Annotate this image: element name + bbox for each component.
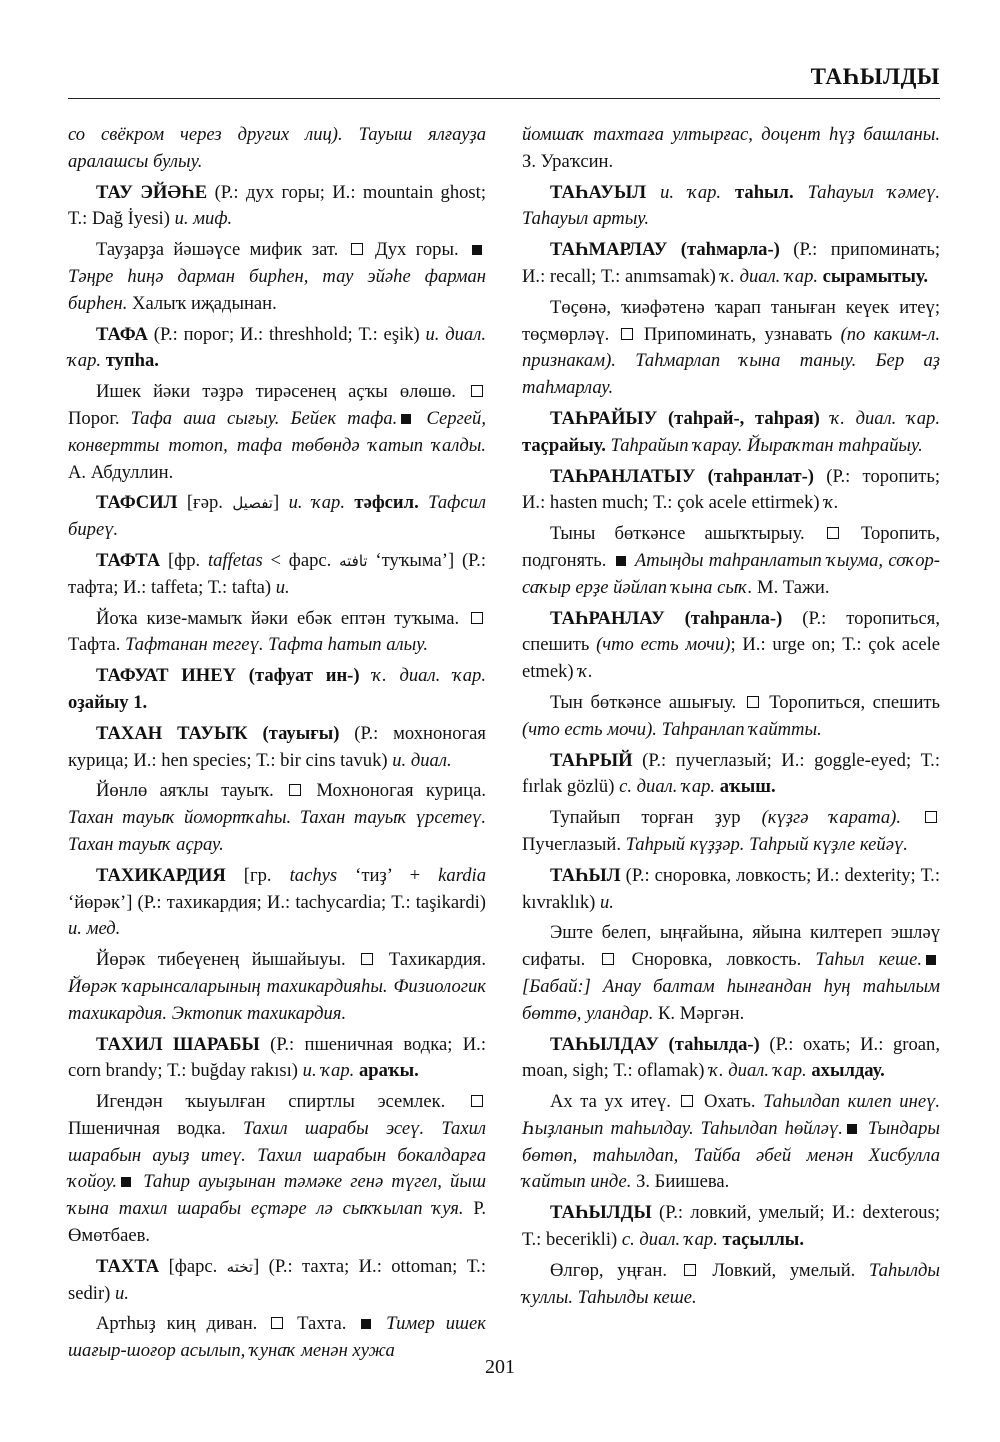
headword: ТАҺРАНЛАУ (таһранла-): [550, 607, 783, 629]
italic-text: и.: [275, 576, 290, 598]
italic-text: ҡ. диал. ҡар.: [720, 265, 819, 287]
body-text: Торопиться, спешить: [761, 691, 940, 713]
body-text: ‘йөрәк’] (Р.: тахикардия; И.: tachycardia; Т.: taşikardi): [68, 891, 486, 913]
body-text: Тафта.: [68, 634, 126, 656]
body-text: [901, 807, 922, 828]
body-text: Мохноногая курица.: [304, 780, 486, 802]
dictionary-paragraph: [68, 1254, 486, 1308]
body-text: Порог.: [68, 407, 131, 429]
body-text: ‘туҡыма’] (Р.: тафта; И.: taffeta; Т.: tafta): [68, 549, 486, 598]
dictionary-paragraph: [522, 1200, 940, 1254]
body-text: Дух горы.: [365, 239, 468, 261]
dictionary-paragraph: [522, 180, 940, 234]
body-text: (Р.: дух горы; И.: mountain ghost; Т.: Dağ İyesi): [68, 181, 486, 230]
headword: ТАҺЫЛ: [550, 864, 621, 886]
dictionary-paragraph: [68, 663, 486, 717]
italic-text: ҡ.: [578, 661, 593, 683]
headword: тупһа.: [101, 350, 159, 372]
dictionary-paragraph: [68, 1032, 486, 1086]
example-marker-icon: [401, 414, 411, 424]
translation-marker-icon: [747, 696, 759, 708]
body-text: Йөнлө аяҡлы тауыҡ.: [96, 780, 287, 802]
body-text: Эште белеп, ыңғайына, яйына килтереп эшләү сифаты.: [522, 922, 940, 971]
body-text: З. Биишева.: [631, 1171, 730, 1193]
italic-text: и.: [114, 1282, 129, 1304]
headword: ТАФУАТ ИНЕҮ (тафуат ин-): [96, 665, 360, 687]
body-text: [гр.: [225, 864, 290, 886]
body-text: Сноровка, ловкость.: [617, 949, 816, 971]
dictionary-paragraph: [68, 122, 486, 176]
running-header: [68, 62, 940, 99]
dictionary-paragraph: [68, 606, 486, 660]
dictionary-paragraph: [522, 1032, 940, 1086]
italic-text: Таһылдап килеп инеү. Һыҙланып таһылдау. Таһылдап һөйләү.: [522, 1091, 941, 1139]
dictionary-paragraph: [68, 721, 486, 775]
dictionary-paragraph: [522, 863, 940, 917]
headword: ТАҺРЫЙ: [550, 749, 633, 771]
body-text: Йоҡа кизе-мамыҡ йәки ебәк ептән туҡыма.: [96, 607, 468, 629]
body-text: Ишек йәки тәҙрә тирәсенең аҫҡы өлөшө.: [96, 381, 468, 403]
headword: ТАХТА: [96, 1255, 160, 1277]
dictionary-paragraph: [522, 521, 940, 601]
body-text: А. Абдуллин.: [68, 461, 174, 483]
translation-marker-icon: [925, 811, 937, 823]
body-text: (Р.: сноровка, ловкость; И.: dexterity; Т.: kıvraklık): [522, 864, 940, 913]
dictionary-paragraph: [68, 863, 486, 943]
italic-text: (по каким-л. признакам). Таһмарлап ҡына таныу. Бер аҙ таһмарлау.: [522, 323, 941, 399]
body-text: < фарс.: [262, 549, 340, 571]
body-text: Пучеглазый.: [522, 833, 626, 855]
italic-text: Тафа аша сығыу. Бейек тафа.: [130, 407, 398, 429]
italic-text: Таһрый күҙҙәр. Таһрый күҙле кейәү.: [625, 833, 908, 855]
translation-marker-icon: [471, 612, 483, 624]
headword: ТАҺЫЛДЫ: [550, 1202, 652, 1224]
translation-marker-icon: [681, 1095, 693, 1107]
dictionary-paragraph: [68, 180, 486, 234]
body-text: Тауҙарҙа йәшәүсе мифик зат.: [96, 239, 348, 261]
body-text: (Р.: охать; И.: groan, moan, sigh; Т.: oflamak): [522, 1033, 940, 1082]
italic-text: tachys: [289, 864, 338, 886]
dictionary-paragraph: [68, 548, 486, 602]
body-text: Ах та ух итеү.: [550, 1091, 679, 1113]
right-column: [522, 122, 940, 1315]
italic-text: Тахил шарабы эсеү. Тахил шарабын ауыҙ итеү. Тахил шарабын бокалдарға ҡойоу.: [68, 1117, 486, 1193]
headword: сырамытыу.: [818, 265, 929, 287]
headword: ТАХИЛ ШАРАБЫ: [96, 1033, 260, 1055]
translation-marker-icon: [471, 385, 483, 397]
body-text: Торопить, подгонять.: [522, 523, 940, 571]
dictionary-paragraph: [68, 1089, 486, 1250]
italic-text: Тимер ишек шағыр-шоғор асылып, ҡунаҡ менән хужа: [68, 1313, 486, 1362]
italic-text: ҡ. диал. ҡар.: [709, 1060, 807, 1082]
dictionary-paragraph: [522, 920, 940, 1027]
headword: таҫыллы.: [717, 1229, 804, 1251]
body-text: ] (Р.: тахта; И.: ottoman; Т.: sedir): [68, 1255, 486, 1304]
italic-text: и.: [599, 891, 614, 913]
body-text: [фарс.: [159, 1255, 227, 1277]
running-head-word: ТАҺЫЛДЫ: [810, 64, 940, 89]
translation-marker-icon: [602, 953, 614, 965]
example-marker-icon: [616, 556, 626, 566]
italic-text: Сергей, конвертты тотоп, тафа төбөндә ҡатып ҡалды.: [68, 407, 486, 456]
italic-text: Атыңды таһранлатып ҡыума, соҡор-саҡыр ерҙе йәйлап ҡына сыҡ.: [522, 549, 940, 598]
dictionary-paragraph: [522, 1258, 940, 1312]
dictionary-paragraph: [522, 606, 940, 686]
example-marker-icon: [361, 1319, 371, 1329]
italic-text: и. ҡар.: [646, 181, 722, 203]
dictionary-paragraph: [522, 748, 940, 802]
body-text: Артһыҙ киң диван.: [96, 1313, 269, 1335]
translation-marker-icon: [827, 527, 839, 539]
italic-text: и. ҡар.: [302, 1060, 355, 1082]
italic-text: Тындары бөтөп, таһылдап, Тайба әбей менән Хисбулла ҡайтып инде.: [522, 1117, 940, 1193]
body-text: Халыҡ иҗадынан.: [127, 292, 277, 314]
dictionary-paragraph: [522, 805, 940, 859]
body-text: З. Ураҡсин.: [522, 150, 614, 172]
headword: ТАФА: [96, 323, 148, 345]
italic-text: (күҙгә ҡарата).: [761, 807, 901, 829]
headword: аҡыш.: [715, 776, 776, 798]
body-text: (Р.: порог; И.: threshhold; Т.: eşik): [147, 323, 426, 345]
italic-text: Таһыл кеше.: [815, 949, 922, 971]
body-text: (Р.: торопиться, спешить: [522, 607, 940, 656]
body-text: (Р.: пучеглазый; И.: goggle-eyed; Т.: fırlak gözlü): [522, 749, 940, 798]
body-text: Ловкий, умелый.: [698, 1259, 870, 1281]
dictionary-paragraph: [522, 122, 940, 176]
dictionary-paragraph: [68, 778, 486, 858]
body-text: К. Мәргән.: [653, 1002, 745, 1024]
example-marker-icon: [847, 1124, 857, 1134]
headword: ТАФСИЛ: [96, 492, 178, 514]
italic-text: Таһауыл ҡәмеү. Таһауыл артыу.: [522, 181, 940, 230]
dictionary-paragraph: [522, 1089, 940, 1196]
headword: ТАҺМАРЛАУ (таһмарла-): [550, 239, 780, 261]
italic-text: с. диал. ҡар.: [619, 776, 716, 798]
body-text: Йөрәк тибеүенең йышайыуы.: [96, 949, 359, 971]
italic-text: Тахан тауыҡ йомортҡаһы. Тахан тауыҡ үрсетеү. Тахан тауыҡ аҫрау.: [68, 807, 486, 855]
italic-text: ҡ. диал. ҡар.: [359, 665, 487, 687]
headword: таһыл.: [721, 181, 794, 203]
translation-marker-icon: [684, 1264, 696, 1276]
italic-text: Тафтанан тегеү. Тафта һатып алыу.: [125, 634, 428, 656]
dictionary-paragraph: [68, 490, 486, 544]
italic-text: Таһрайып ҡарау. Йыраҡтан таһрайыу.: [605, 434, 923, 456]
italic-text: со свёкром через других лиц). Тауыш ялғауҙа аралашсы булыу.: [68, 124, 486, 172]
body-text: Өлгөр, уңған.: [550, 1259, 681, 1281]
headword: араҡы.: [354, 1060, 419, 1082]
italic-text: Таһир ауыҙынан тәмәке генә түгел, йыш ҡына тахил шарабы еҫтәре лә сыҡҡылап ҡуя.: [68, 1171, 486, 1220]
body-text: Пшеничная водка.: [68, 1117, 243, 1139]
headword: ТАҺАУЫЛ: [550, 181, 647, 203]
example-marker-icon: [472, 245, 482, 255]
italic-text: Тәңре һиңә дарман бирһен, тау эйәһе фарман бирһен.: [68, 265, 486, 314]
body-text: Тахта.: [286, 1313, 358, 1335]
translation-marker-icon: [351, 243, 363, 255]
italic-text: и. миф.: [174, 208, 233, 230]
italic-text: Тафсил биреү.: [68, 492, 486, 541]
body-text: Тахикардия.: [376, 949, 486, 971]
italic-text: и. диал. ҡар.: [68, 323, 486, 372]
dictionary-paragraph: [68, 322, 486, 376]
translation-marker-icon: [289, 784, 301, 796]
arabic-etymon: تخته: [226, 1257, 254, 1276]
italic-text: Йөрәк ҡарынсаларының тахикардияһы. Физиологик тахикардия. Эктопик тахикардия.: [68, 975, 486, 1024]
headword: ТАҺРАЙЫУ (таһрай-, таһрая): [550, 407, 820, 429]
headword: ТАУ ЭЙӘҺЕ: [96, 181, 208, 203]
body-text: (Р.: ловкий, умелый; И.: dexterous; Т.: becerikli): [522, 1202, 940, 1251]
body-text: Игендән ҡыуылған спиртлы эсемлек.: [96, 1091, 468, 1113]
body-text: Припоминать, узнавать: [635, 323, 841, 345]
headword: оҙайыу 1.: [68, 691, 148, 713]
italic-text: ҡ. диал. ҡар.: [819, 407, 941, 429]
headword: ТАҺЫЛДАУ (таһылда-): [550, 1033, 760, 1055]
headword: ТАХИКАРДИЯ: [96, 864, 226, 886]
body-text: ‘тиҙ’ +: [337, 864, 439, 886]
dictionary-paragraph: [522, 237, 940, 291]
italic-text: (что есть мочи): [596, 634, 731, 656]
body-text: ; И.: urge on; Т.: çok acele etmek): [522, 634, 940, 683]
italic-text: [Бабай:] Анау балтам һынғандан һуң таһылым бөттө, уландар.: [522, 975, 940, 1024]
headword: ТАҺРАНЛАТЫУ (таһранлат-): [550, 465, 814, 487]
dictionary-paragraph: [522, 295, 940, 402]
dictionary-paragraph: [522, 690, 940, 744]
body-text: ]: [272, 492, 289, 514]
dictionary-paragraph: [68, 379, 486, 486]
headword: ахылдау.: [806, 1060, 885, 1082]
italic-text: и. диал.: [392, 749, 452, 771]
example-marker-icon: [926, 955, 936, 965]
arabic-etymon: تفصيل: [232, 494, 273, 513]
italic-text: Таһылды ҡуллы. Таһылды кеше.: [522, 1259, 940, 1308]
body-text: М. Тажи.: [752, 576, 830, 598]
headword: ТАФТА: [96, 549, 161, 571]
translation-marker-icon: [621, 328, 633, 340]
italic-text: (что есть мочи). Таһранлап ҡайтты.: [522, 718, 822, 740]
example-marker-icon: [121, 1177, 131, 1187]
italic-text: kardia: [438, 864, 487, 886]
headword: ТАХАН ТАУЫҠ (тауығы): [96, 722, 340, 744]
body-text: (Р.: торопить; И.: hasten much; Т.: çok acele ettirmek): [522, 465, 941, 514]
italic-text: йомшаҡ тахтаға ултырғас, доцент һүҙ башланы.: [522, 124, 940, 145]
dictionary-paragraph: [522, 464, 940, 518]
dictionary-paragraph: [68, 237, 486, 317]
translation-marker-icon: [361, 953, 373, 965]
body-text: (Р.: пшеничная водка; И.: corn brandy; Т.: buğday rakısı): [68, 1033, 486, 1082]
body-text: [фр.: [160, 549, 208, 571]
page-number: 201: [485, 1356, 515, 1378]
dictionary-paragraph: [68, 947, 486, 1027]
body-text: (Р.: припоминать; И.: recall; Т.: anımsamak): [522, 239, 940, 287]
left-column: [68, 122, 486, 1369]
italic-text: с. диал. ҡар.: [621, 1229, 718, 1251]
body-text: [ғәр.: [177, 492, 233, 514]
body-text: Тыны бөткәнсе ашыҡтырыу.: [550, 523, 824, 545]
headword: тәфсил.: [345, 492, 419, 514]
body-text: Охать.: [696, 1091, 764, 1113]
italic-text: и. мед.: [68, 918, 121, 940]
translation-marker-icon: [271, 1317, 283, 1329]
translation-marker-icon: [471, 1095, 483, 1107]
italic-text: taffetas: [207, 549, 263, 571]
arabic-etymon: تافته: [339, 551, 368, 570]
dictionary-paragraph: [522, 406, 940, 460]
body-text: Тупайып торған ҙур: [550, 807, 762, 829]
body-text: Р. Өмөтбаев.: [68, 1198, 486, 1247]
italic-text: ҡ.: [824, 492, 839, 514]
body-text: Төҫөнә, ҡиәфәтенә ҡарап таныған кеүек итеү; төҫмөрләү.: [522, 296, 940, 345]
headword: таҫрайыу.: [522, 434, 606, 456]
italic-text: и. ҡар.: [288, 492, 346, 514]
body-text: Тын бөткәнсе ашығыу.: [550, 691, 744, 713]
body-text: (Р.: мохноногая курица; И.: hen species; Т.: bir cins tavuk): [68, 722, 486, 771]
